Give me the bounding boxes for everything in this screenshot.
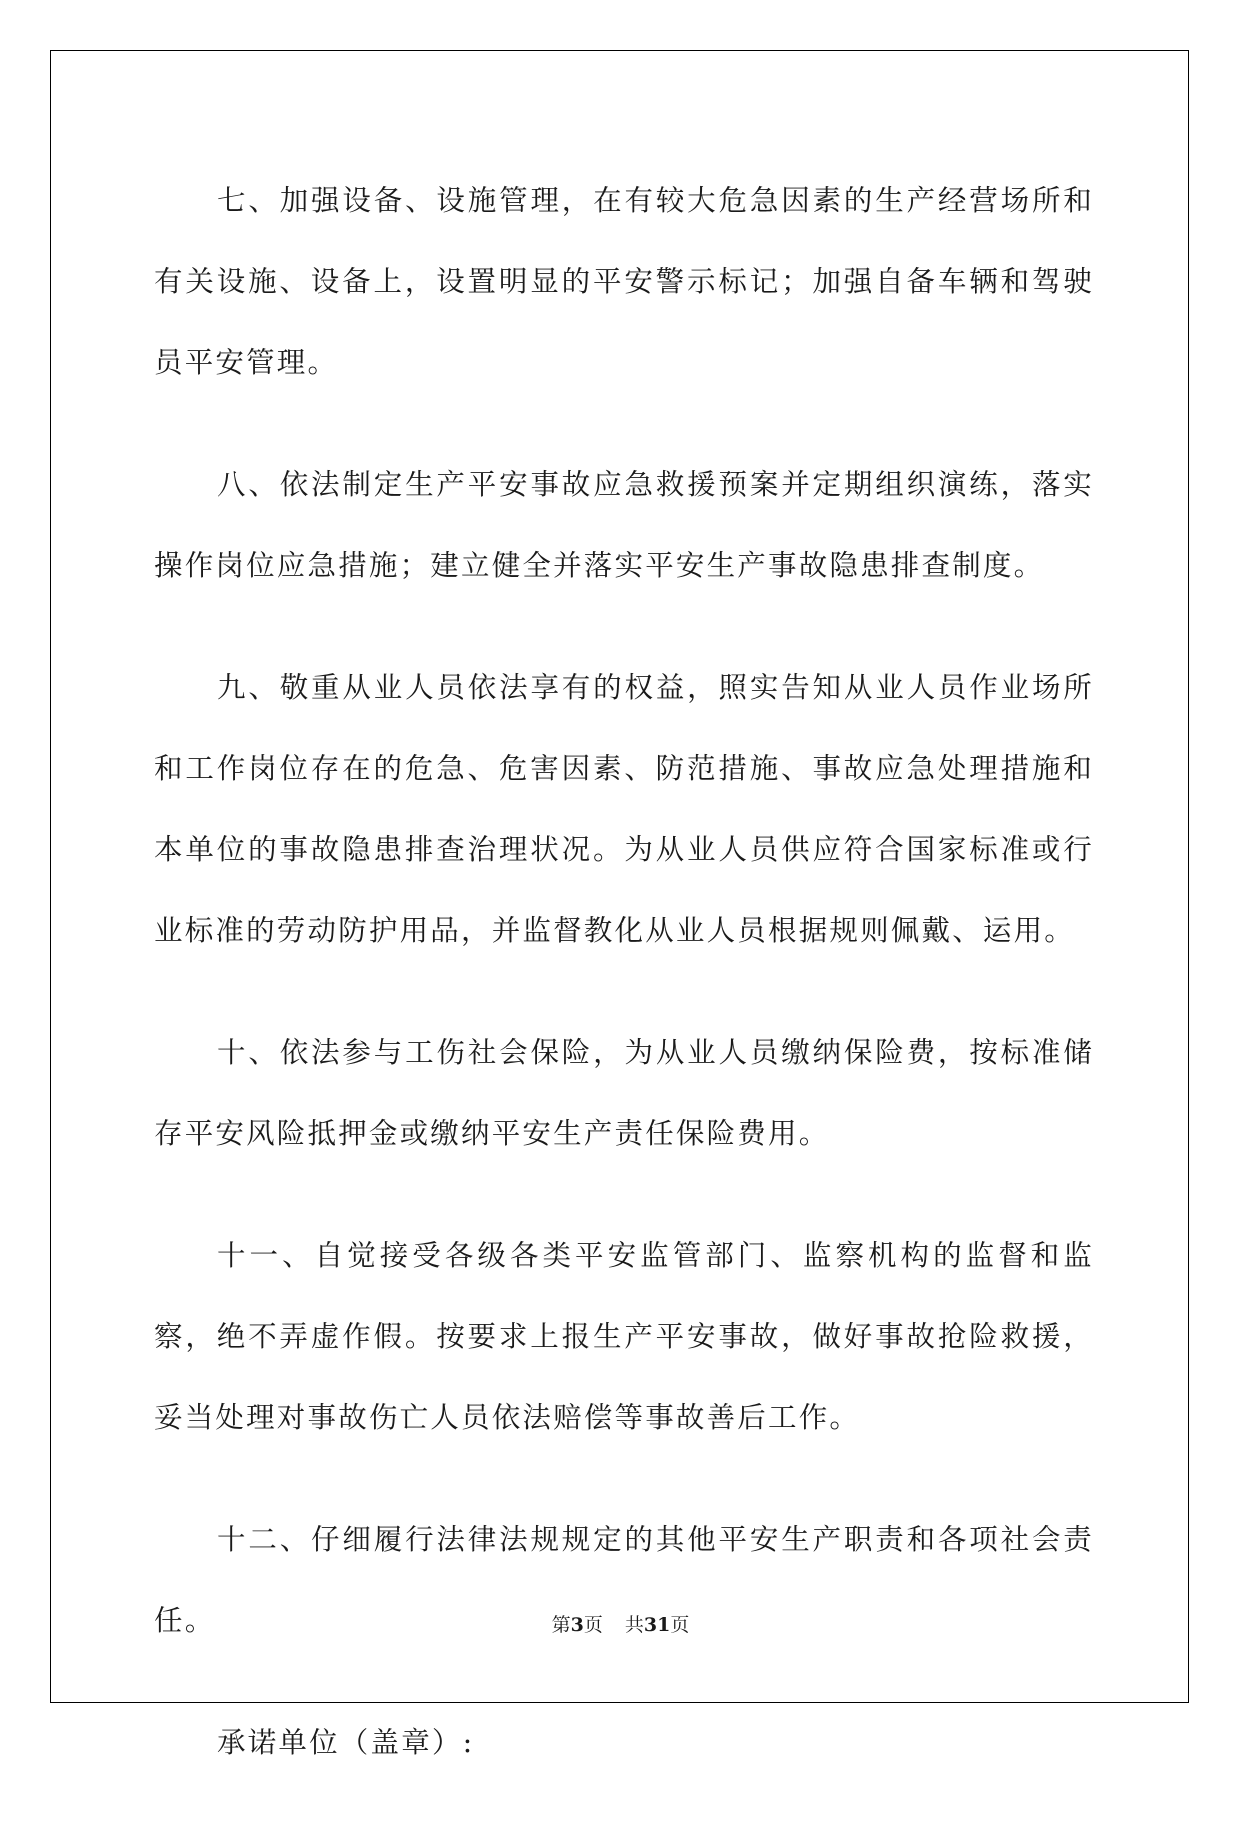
document-body — [154, 160, 1094, 1824]
clause-8-paragraph: 八、依法制定生产平安事故应急救援预案并定期组织演练，落实操作岗位应急措施；建立健全并落实平安生产事故隐患排查制度。 — [154, 468, 1094, 582]
total-suffix: 页 — [670, 1614, 690, 1636]
clause-11-paragraph: 十一、自觉接受各级各类平安监管部门、监察机构的监督和监察，绝不弄虚作假。按要求上报生产平安事故，做好事故抢险救援，妥当处理对事故伤亡人员依法赔偿等事故善后工作。 — [154, 1239, 1094, 1434]
page-footer — [0, 1610, 1241, 1637]
page-suffix: 页 — [583, 1614, 603, 1636]
clause-12-paragraph: 十二、仔细履行法律法规规定的其他平安生产职责和各项社会责任。 — [154, 1523, 1094, 1637]
page-prefix: 第 — [551, 1614, 571, 1636]
total-pages: 31 — [643, 1614, 671, 1636]
total-prefix: 共 — [624, 1614, 644, 1636]
clause-9-paragraph: 九、敬重从业人员依法享有的权益，照实告知从业人员作业场所和工作岗位存在的危急、危害因素、防范措施、事故应急处理措施和本单位的事故隐患排查治理状况。为从业人员供应符合国家标准或行业标准的劳动防护用品，并监督教化从业人员根据规则佩戴、运用。 — [154, 671, 1094, 947]
signature-line: 承诺单位（盖章）: — [217, 1726, 475, 1759]
clause-7-paragraph: 七、加强设备、设施管理，在有较大危急因素的生产经营场所和有关设施、设备上，设置明显的平安警示标记；加强自备车辆和驾驶员平安管理。 — [154, 184, 1094, 379]
clause-10-paragraph: 十、依法参与工伤社会保险，为从业人员缴纳保险费，按标准储存平安风险抵押金或缴纳平安生产责任保险费用。 — [154, 1036, 1094, 1150]
page-number: 3 — [570, 1614, 584, 1636]
